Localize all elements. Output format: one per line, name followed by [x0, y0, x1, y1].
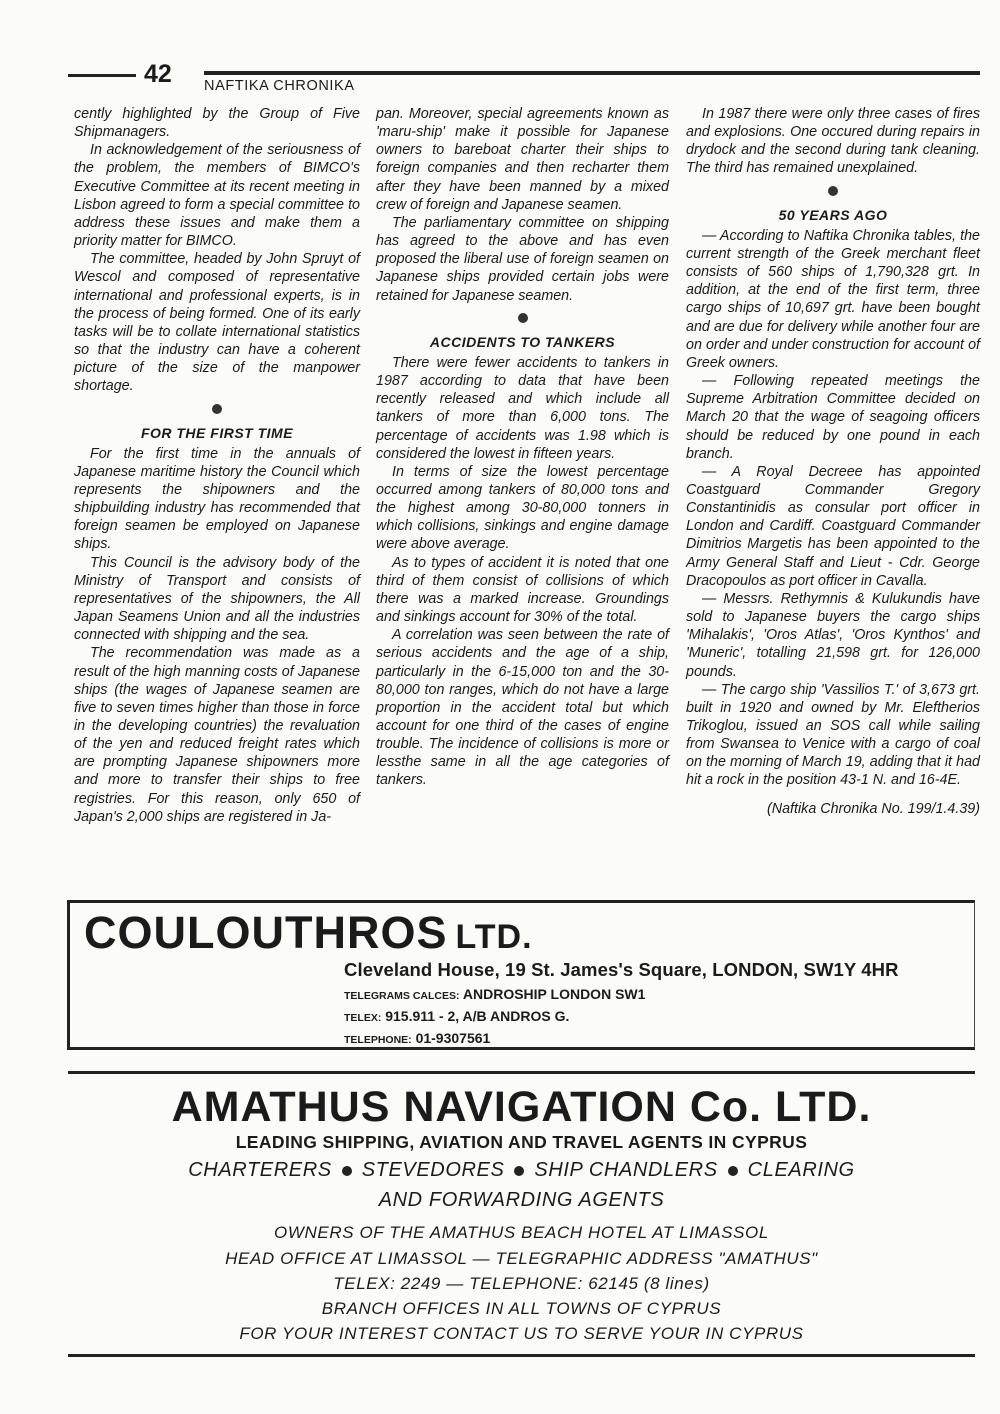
paragraph: cently highlighted by the Group of Five Shipmanagers. [74, 106, 360, 141]
telephone-value: 01-9307561 [415, 1030, 491, 1046]
service-item: STEVEDORES [361, 1159, 505, 1181]
ad-rule-top [68, 1071, 975, 1074]
telegrams-label: TELEGRAMS CALCES: [344, 990, 460, 1002]
paragraph: In acknowledgement of the seriousness of the problem, the members of BIMCO's Executive Committee at its recent meeting in Lisbon agreed to form a special committee to address these issues and make them a priority matter for BIMCO. [74, 142, 360, 250]
info-line: OWNERS OF THE AMATHUS BEACH HOTEL AT LIMASSOL [274, 1223, 769, 1242]
article-column-1 [74, 105, 360, 826]
company-address: Cleveland House, 19 St. James's Square, LONDON, SW1Y 4HR [344, 959, 899, 980]
company-name-text: COULOUTHROS [84, 907, 448, 958]
info-line: BRANCH OFFICES IN ALL TOWNS OF CYPRUS [321, 1299, 722, 1318]
article-column-3 [686, 105, 980, 818]
bullet-dot-icon [514, 1166, 524, 1176]
section-divider-dot [518, 313, 528, 323]
paragraph: A correlation was seen between the rate of serious accidents and the age of a ship, particularly in the 6-15,000 ton and the 30-80,000 ton ranges, which do not have a large proportion in the accident total but which account for one third of the cases of engine trouble. The incidence of collisions is more or lessthe same in all the age categories of tankers. [376, 627, 669, 789]
paragraph: This Council is the advisory body of the Ministry of Transport and consists of representatives of the shipowners, the All Japan Seamens Union and all the industries connected with shipping and the sea. [74, 554, 360, 644]
ad-title: AMATHUS NAVIGATION Co. LTD. [171, 1083, 872, 1131]
publication-name: NAFTIKA CHRONIKA [204, 78, 355, 94]
telex-label: TELEX: [344, 1012, 382, 1024]
ad-tagline: LEADING SHIPPING, AVIATION AND TRAVEL AGENTS IN CYPRUS [235, 1132, 808, 1152]
page-header [68, 60, 980, 94]
header-rule-right [204, 71, 980, 75]
telegrams-line [344, 986, 645, 1002]
header-rule-left [68, 74, 136, 77]
paragraph: The recommendation was made as a result of the high manning costs of Japanese ships (the wages of Japanese seamen are five to seven times higher than those in force in the developing countries) the revaluation of the yen and reduced freight rates which are prompting Japanese shipowners more and more to transfer their ships to free registries. For this reason, only 650 of Japan's 2,000 ships are registered in Ja- [74, 645, 360, 825]
paragraph: — A Royal Decreee has appointed Coastguard Commander Gregory Constantinidis as consular port officer in London and Cardiff. Coastguard Commander Dimitrios Margetis has been appointed to the Army General Staff and Lieut - Cdr. George Dracopoulos as port officer in Cavalla. [686, 463, 980, 589]
paragraph: There were fewer accidents to tankers in 1987 according to data that have been recently released and which include all tankers of more than 6,000 tons. The percentage of accidents was 1.98 which is considered the lowest in fifteen years. [376, 354, 669, 462]
company-suffix: LTD. [455, 918, 533, 956]
paragraph: pan. Moreover, special agreements known as 'maru-ship' make it possible for Japanese owners to bareboat charter their ships to foreign companies and then recharter them after they have been manned by a mixed crew of foreign and Japanese seamen. [376, 106, 669, 213]
paragraph: As to types of accident it is noted that one third of them consist of collisions of which there was a marked increase. Groundings and sinkings account for 30% of the total. [376, 554, 669, 626]
bullet-dot-icon [342, 1166, 352, 1176]
advertisement-amathus [68, 1071, 975, 1357]
article-column-2 [376, 105, 669, 790]
paragraph: The parliamentary committee on shipping has agreed to the above and has even proposed the liberal use of foreign seamen on Japanese ships provided certain jobs were retained for Japanese seamen. [376, 214, 669, 304]
source-citation: (Naftika Chronika No. 199/1.4.39) [767, 800, 980, 817]
bullet-dot-icon [728, 1166, 738, 1176]
services-line-2: AND FORWARDING AGENTS [378, 1189, 665, 1211]
section-heading: ACCIDENTS TO TANKERS [429, 333, 616, 350]
service-item: SHIP CHANDLERS [534, 1159, 718, 1181]
company-name [84, 907, 533, 959]
telegrams-value: ANDROSHIP LONDON SW1 [462, 986, 646, 1002]
paragraph: — The cargo ship 'Vassilios T.' of 3,673 grt. built in 1920 and owned by Mr. Eleftherios Trikoglou, issued an SOS call while sailing from Swansea to Venice with a cargo of coal on the morning of March 19, adding that it had hit a rock in the position 43-1 N. and 16-4E. [686, 681, 980, 789]
section-heading: FOR THE FIRST TIME [140, 424, 294, 441]
ad-rule-bottom [68, 1354, 975, 1357]
telex-value: 915.911 - 2, A/B ANDROS G. [385, 1008, 570, 1024]
advertisement-coulouthros [67, 900, 975, 1050]
info-line: HEAD OFFICE AT LIMASSOL — TELEGRAPHIC ADDRESS "AMATHUS" [225, 1249, 818, 1268]
service-item: CHARTERERS [188, 1159, 332, 1181]
section-divider-dot [212, 404, 222, 414]
service-item: CLEARING [747, 1159, 855, 1181]
section-divider-dot [828, 186, 838, 196]
telephone-label: TELEPHONE: [344, 1034, 412, 1046]
paragraph: — Following repeated meetings the Supreme Arbitration Committee decided on March 20 that the wage of seagoing officers should be reduced by one pound in each branch. [686, 373, 980, 462]
paragraph: The committee, headed by John Spruyt of Wescol and composed of representative international and professional experts, is in the process of being formed. One of its early tasks will be to collate international statistics so that the industry can have a coherent picture of the size of the manpower shortage. [74, 251, 360, 395]
telephone-line [344, 1030, 490, 1046]
info-line: TELEX: 2249 — TELEPHONE: 62145 (8 lines) [333, 1274, 710, 1293]
page-number: 42 [144, 60, 172, 88]
paragraph: In 1987 there were only three cases of fires and explosions. One occured during repairs in drydock and the second during tank cleaning. The third has remained unexplained. [686, 106, 980, 177]
paragraph: — According to Naftika Chronika tables, the current strength of the Greek merchant fleet consists of 560 ships of 1,790,328 grt. In addition, at the end of the first term, three cargo ships of 10,697 grt. have been bought and are due for delivery while another four are on order and under construction for account of Greek owners. [686, 227, 980, 371]
telex-line [344, 1008, 569, 1024]
section-heading: 50 YEARS AGO [778, 206, 888, 223]
paragraph: — Messrs. Rethymnis & Kulukundis have sold to Japanese buyers the cargo ships 'Mihalakis', 'Oros Atlas', 'Oros Kynthos' and 'Muneric', totalling 21,598 grt. for 126,000 pounds. [686, 590, 980, 680]
paragraph: In terms of size the lowest percentage occurred among tankers of 80,000 tons and the highest among 30-80,000 tonners in which collisions, sinkings and engine damage were above average. [376, 463, 669, 553]
services-line [68, 1159, 975, 1182]
info-line: FOR YOUR INTEREST CONTACT US TO SERVE YOUR IN CYPRUS [239, 1324, 804, 1343]
paragraph: For the first time in the annuals of Japanese maritime history the Council which represents the shipowners and the shipbuilding industry has recommended that foreign seamen be employed on Japanese ships. [74, 445, 360, 553]
